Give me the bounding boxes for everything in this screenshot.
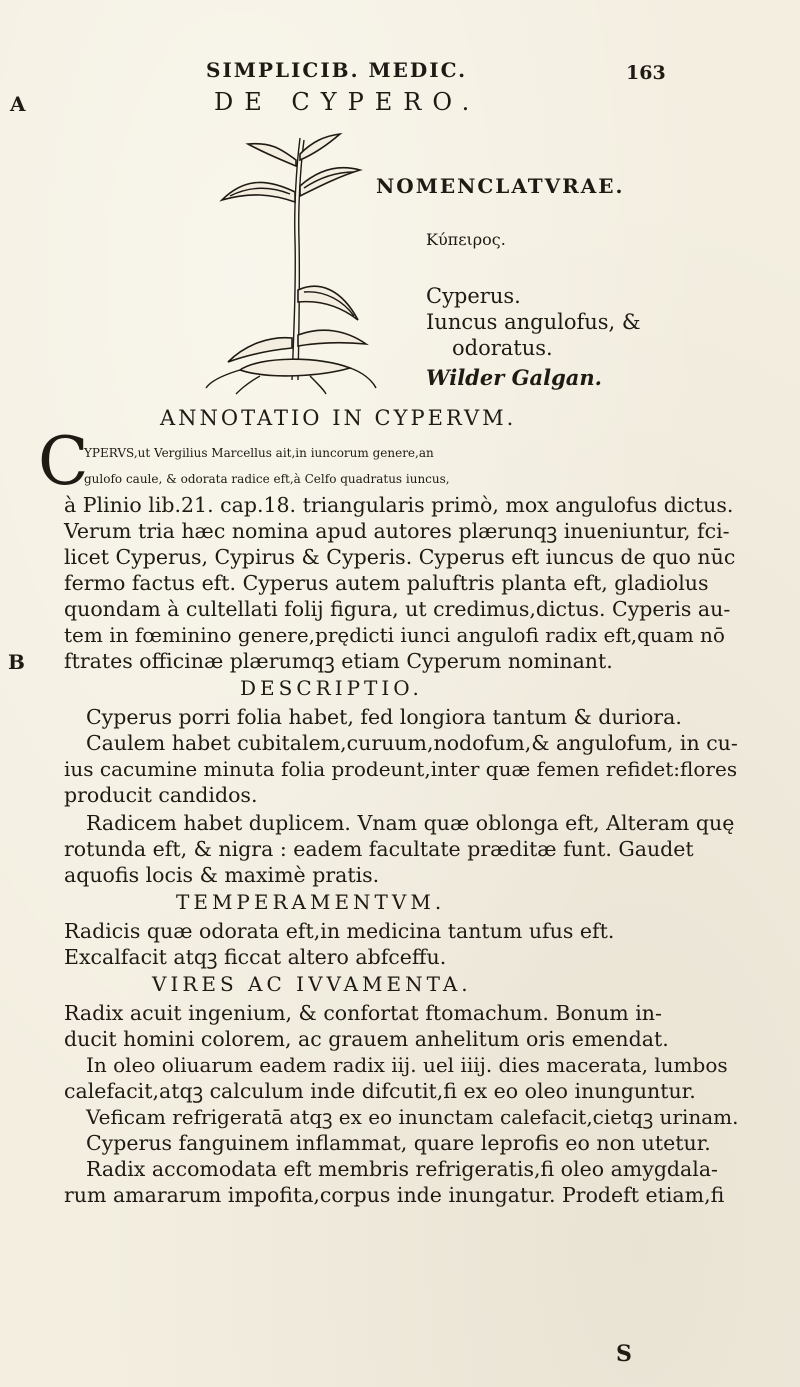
text-line: calefacit,atqꝫ calculum inde difcutit,fi ex eo oleo inunguntur. bbox=[64, 1079, 696, 1103]
text-line: gulofo caule, & odorata radice eft,à Celfo quadratus iuncus, bbox=[84, 472, 450, 486]
nomenclature-heading: NOMENCLATVRAE. bbox=[376, 174, 625, 198]
text-line: ftrates officinæ plærumqꝫ etiam Cyperum nominant. bbox=[64, 649, 613, 673]
text-line: Verum tria hæc nomina apud autores plærunqꝫ inueniuntur, fci- bbox=[64, 519, 730, 543]
text-line: rotunda eft, & nigra : eadem facultate præditæ funt. Gaudet bbox=[64, 837, 694, 861]
greek-name: Κύπειρος. bbox=[426, 230, 506, 249]
text-line: licet Cyperus, Cypirus & Cyperis. Cyperus eft iuncus de quo nūc bbox=[64, 545, 736, 569]
text-line: Cyperus fanguinem inflammat, quare leprofis eo non utetur. bbox=[86, 1131, 711, 1155]
text-line: YPERVS,ut Vergilius Marcellus ait,in iuncorum genere,an bbox=[84, 446, 434, 460]
text-line: ius cacumine minuta folia prodeunt,inter quæ femen refidet:flores bbox=[64, 757, 738, 781]
text-line: In oleo oliuarum eadem radix iij. uel iiij. dies macerata, lumbos bbox=[86, 1053, 728, 1077]
text-line: rum amararum impofita,corpus inde inungatur. Prodeft etiam,fi bbox=[64, 1183, 725, 1207]
running-head: SIMPLICIB. MEDIC. bbox=[206, 58, 468, 82]
text-line: fermo factus eft. Cyperus autem paluftris planta eft, gladiolus bbox=[64, 571, 709, 595]
text-line: Radicem habet duplicem. Vnam quæ oblonga eft, Alteram quę bbox=[86, 811, 735, 835]
vires-heading: VIRES AC IVVAMENTA. bbox=[152, 972, 472, 996]
text-line: Caulem habet cubitalem,curuum,nodofum,& angulofum, in cu- bbox=[86, 731, 738, 755]
synonym-line: odoratus. bbox=[452, 336, 553, 360]
signature-mark: S bbox=[616, 1341, 632, 1367]
text-line: Radix acuit ingenium, & confortat ftomachum. Bonum in- bbox=[64, 1001, 662, 1025]
text-line: tem in fœminino genere,prędicti iunci angulofi radix eft,quam nō bbox=[64, 623, 725, 647]
cyperus-plant-woodcut bbox=[200, 130, 390, 395]
margin-letter-b: B bbox=[8, 650, 25, 674]
drop-cap: C bbox=[38, 423, 89, 500]
text-line: producit candidos. bbox=[64, 783, 258, 807]
chapter-title: DE CYPERO. bbox=[214, 88, 481, 116]
descriptio-heading: DESCRIPTIO. bbox=[240, 676, 423, 700]
text-line: aquofis locis & maximè pratis. bbox=[64, 863, 380, 887]
text-line: ducit homini colorem, ac grauem anhelitum oris emendat. bbox=[64, 1027, 669, 1051]
annotatio-heading: ANNOTATIO IN CYPERVM. bbox=[160, 406, 517, 430]
synonym-line: Cyperus. bbox=[426, 284, 521, 308]
margin-letter-a: A bbox=[10, 92, 26, 116]
text-line: Excalfacit atqꝫ ficcat altero abfceffu. bbox=[64, 945, 447, 969]
temperamentum-heading: TEMPERAMENTVM. bbox=[176, 890, 446, 914]
text-line: Veficam refrigeratā atqꝫ ex eo inunctam calefacit,cietqꝫ urinam. bbox=[86, 1105, 739, 1129]
text-line: quondam à cultellati folij figura, ut credimus,dictus. Cyperis au- bbox=[64, 597, 731, 621]
text-line: Radicis quæ odorata eft,in medicina tantum ufus eft. bbox=[64, 919, 615, 943]
german-name: Wilder Galgan. bbox=[426, 365, 602, 390]
text-line: à Plinio lib.21. cap.18. triangularis primò, mox angulofus dictus. bbox=[64, 493, 734, 517]
page-number: 163 bbox=[626, 62, 666, 84]
text-line: Radix accomodata eft membris refrigeratis,fi oleo amygdala- bbox=[86, 1157, 718, 1181]
synonym-line: Iuncus angulofus, & bbox=[426, 310, 641, 334]
text-line: Cyperus porri folia habet, fed longiora tantum & duriora. bbox=[86, 705, 682, 729]
